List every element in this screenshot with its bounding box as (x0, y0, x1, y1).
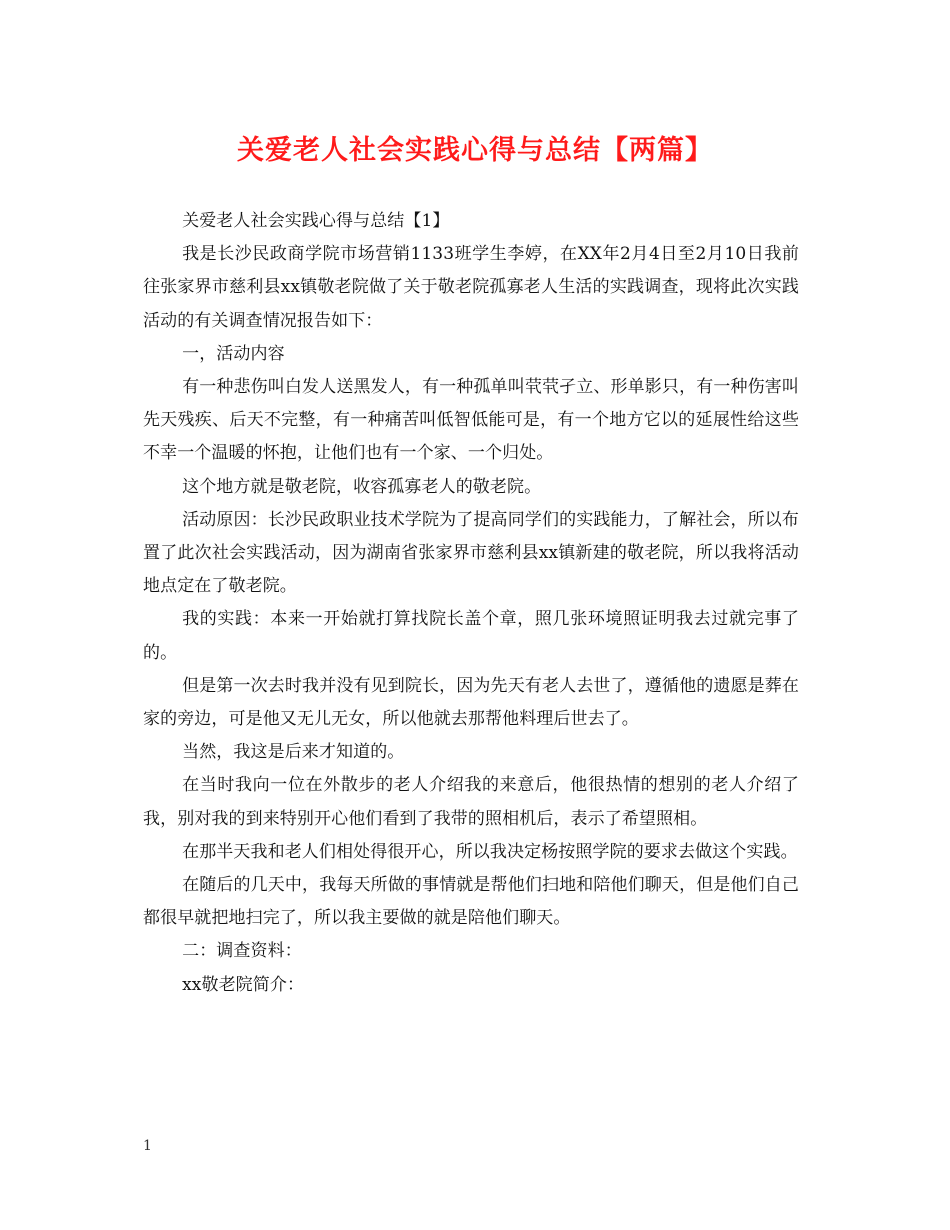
section-heading-activity: 一，活动内容 (182, 343, 285, 364)
document-title: 关爱老人社会实践心得与总结【两篇】 (237, 135, 713, 166)
paragraph-reason: 活动原因：长沙民政职业技术学院为了提高同学们的实践能力，了解社会，所以布置了此次社会实践活动，因为湖南省张家界市慈利县xx镇新建的敬老院，所以我将活动地点定在了敬老院。 (143, 509, 799, 597)
paragraph-following-days: 在随后的几天中，我每天所做的事情就是帮他们扫地和陪他们聊天，但是他们自己都很早就把地扫完了，所以我主要做的就是陪他们聊天。 (143, 875, 799, 929)
section-heading-1: 关爱老人社会实践心得与总结【1】 (182, 211, 450, 231)
paragraph-practice: 我的实践：本来一开始就打算找院长盖个章，照几张环境照证明我去过就完事了的。 (143, 609, 799, 663)
paragraph-later: 当然，我这是后来才知道的。 (182, 742, 405, 763)
paragraph-introduction: 在当时我向一位在外散步的老人介绍我的来意后，他很热情的想别的老人介绍了我，别对我的到来特别开心他们看到了我带的照相机后，表示了希望照相。 (143, 775, 799, 829)
paragraph-half-day: 在那半天我和老人们相处得很开心，所以我决定杨按照学院的要求去做这个实践。 (182, 841, 798, 862)
section-heading-survey: 二：调查资料： (182, 941, 302, 962)
paragraph-first-visit: 但是第一次去时我并没有见到院长，因为先天有老人去世了，遵循他的遗愿是葬在家的旁边，可是他又无儿无女，所以他就去那帮他料理后世去了。 (143, 675, 799, 730)
page-number: 1 (143, 1138, 152, 1154)
paragraph-intro: 我是长沙民政商学院市场营销1133班学生李婷，在XX年2月4日至2月10日我前往张家界市慈利县xx镇敬老院做了关于敬老院孤寡老人生活的实践调查，现将此次实践活动的有关调查情况报告如下： (143, 244, 799, 331)
paragraph-home-profile: xx敬老院简介： (182, 974, 305, 995)
paragraph-nursing-home: 这个地方就是敬老院，收容孤寡老人的敬老院。 (182, 476, 542, 497)
paragraph-sorrow: 有一种悲伤叫白发人送黑发人，有一种孤单叫茕茕孑立、形单影只，有一种伤害叫先天残疾、后天不完整，有一种痛苦叫低智低能可是，有一个地方它以的延展性给这些不幸一个温暖的怀抱，让他们也有一个家、一个归处。 (143, 377, 799, 464)
document-body (143, 205, 799, 1002)
